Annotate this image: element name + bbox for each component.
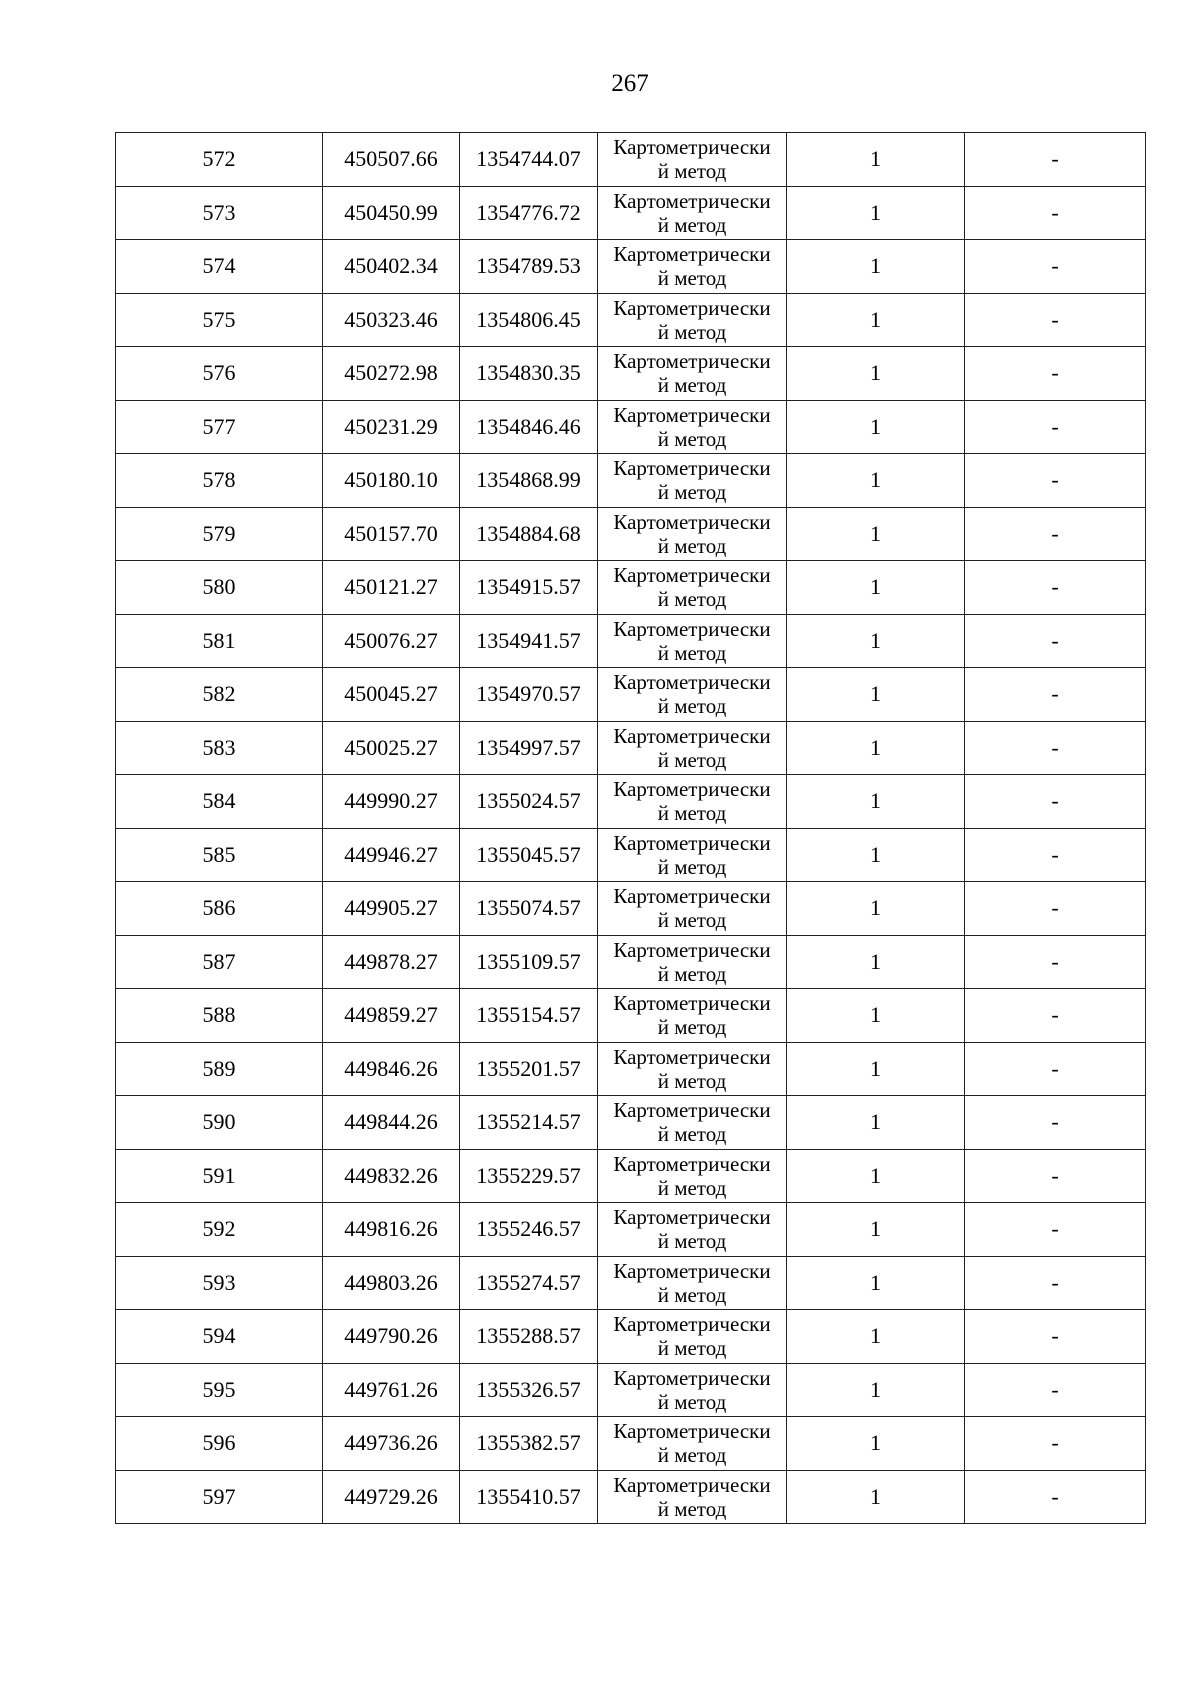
accuracy-cell: 1 (787, 614, 965, 668)
point-number-cell: 590 (116, 1096, 323, 1150)
accuracy-cell: 1 (787, 240, 965, 294)
y-coordinate-cell: 1355214.57 (460, 1096, 598, 1150)
accuracy-cell: 1 (787, 828, 965, 882)
table-row (116, 454, 1146, 508)
accuracy-cell: 1 (787, 989, 965, 1043)
method-line-2: й метод (657, 533, 727, 558)
method-line-1: Картометрически (613, 1312, 771, 1337)
method-line-2: й метод (657, 747, 727, 772)
method-line-1: Картометрически (613, 723, 771, 748)
method-cell (598, 614, 787, 668)
y-coordinate-cell: 1355246.57 (460, 1203, 598, 1257)
method-line-2: й метод (657, 159, 727, 184)
method-line-2: й метод (657, 1443, 727, 1468)
accuracy-cell: 1 (787, 1363, 965, 1417)
note-cell: - (965, 293, 1146, 347)
x-coordinate-cell: 449832.26 (323, 1149, 460, 1203)
x-coordinate-cell: 450025.27 (323, 721, 460, 775)
y-coordinate-cell: 1354915.57 (460, 561, 598, 615)
method-line-2: й метод (657, 587, 727, 612)
x-coordinate-cell: 449905.27 (323, 882, 460, 936)
x-coordinate-cell: 449761.26 (323, 1363, 460, 1417)
table-row (116, 133, 1146, 187)
method-line-1: Картометрически (613, 1419, 771, 1444)
accuracy-cell: 1 (787, 133, 965, 187)
point-number-cell: 572 (116, 133, 323, 187)
point-number-cell: 581 (116, 614, 323, 668)
method-line-1: Картометрически (613, 884, 771, 909)
note-cell: - (965, 828, 1146, 882)
x-coordinate-cell: 450076.27 (323, 614, 460, 668)
note-cell: - (965, 1470, 1146, 1524)
point-number-cell: 592 (116, 1203, 323, 1257)
table-row (116, 1256, 1146, 1310)
y-coordinate-cell: 1354997.57 (460, 721, 598, 775)
method-cell (598, 1470, 787, 1524)
y-coordinate-cell: 1355045.57 (460, 828, 598, 882)
table-row (116, 668, 1146, 722)
note-cell: - (965, 133, 1146, 187)
method-line-2: й метод (657, 1496, 727, 1521)
y-coordinate-cell: 1355109.57 (460, 935, 598, 989)
table-row (116, 935, 1146, 989)
note-cell: - (965, 400, 1146, 454)
table-row (116, 1042, 1146, 1096)
y-coordinate-cell: 1354884.68 (460, 507, 598, 561)
x-coordinate-cell: 450450.99 (323, 186, 460, 240)
x-coordinate-cell: 449946.27 (323, 828, 460, 882)
y-coordinate-cell: 1354744.07 (460, 133, 598, 187)
table-row (116, 775, 1146, 829)
point-number-cell: 583 (116, 721, 323, 775)
y-coordinate-cell: 1355201.57 (460, 1042, 598, 1096)
accuracy-cell: 1 (787, 1042, 965, 1096)
table-row (116, 240, 1146, 294)
method-cell (598, 186, 787, 240)
note-cell: - (965, 1417, 1146, 1471)
method-line-1: Картометрически (613, 456, 771, 481)
method-cell (598, 775, 787, 829)
point-number-cell: 596 (116, 1417, 323, 1471)
method-cell (598, 1310, 787, 1364)
note-cell: - (965, 1310, 1146, 1364)
accuracy-cell: 1 (787, 1096, 965, 1150)
method-line-2: й метод (657, 1389, 727, 1414)
method-line-1: Картометрически (613, 242, 771, 267)
note-cell: - (965, 935, 1146, 989)
method-cell (598, 454, 787, 508)
x-coordinate-cell: 450507.66 (323, 133, 460, 187)
x-coordinate-cell: 449990.27 (323, 775, 460, 829)
note-cell: - (965, 882, 1146, 936)
point-number-cell: 576 (116, 347, 323, 401)
method-cell (598, 561, 787, 615)
method-line-2: й метод (657, 854, 727, 879)
method-cell (598, 507, 787, 561)
point-number-cell: 597 (116, 1470, 323, 1524)
method-cell (598, 1417, 787, 1471)
table-row (116, 614, 1146, 668)
method-line-1: Картометрически (613, 1472, 771, 1497)
table-row (116, 721, 1146, 775)
method-cell (598, 1149, 787, 1203)
method-cell (598, 133, 787, 187)
note-cell: - (965, 1363, 1146, 1417)
x-coordinate-cell: 449803.26 (323, 1256, 460, 1310)
accuracy-cell: 1 (787, 1256, 965, 1310)
method-line-2: й метод (657, 640, 727, 665)
method-line-1: Картометрически (613, 188, 771, 213)
method-line-2: й метод (657, 1229, 727, 1254)
x-coordinate-cell: 449846.26 (323, 1042, 460, 1096)
method-cell (598, 1096, 787, 1150)
point-number-cell: 594 (116, 1310, 323, 1364)
table-row (116, 1363, 1146, 1417)
method-line-1: Картометрически (613, 135, 771, 160)
note-cell: - (965, 721, 1146, 775)
method-line-1: Картометрически (613, 1258, 771, 1283)
x-coordinate-cell: 449816.26 (323, 1203, 460, 1257)
note-cell: - (965, 561, 1146, 615)
y-coordinate-cell: 1355288.57 (460, 1310, 598, 1364)
method-cell (598, 989, 787, 1043)
method-line-2: й метод (657, 1336, 727, 1361)
table-row (116, 561, 1146, 615)
accuracy-cell: 1 (787, 1149, 965, 1203)
note-cell: - (965, 614, 1146, 668)
point-number-cell: 593 (116, 1256, 323, 1310)
note-cell: - (965, 1203, 1146, 1257)
y-coordinate-cell: 1354846.46 (460, 400, 598, 454)
method-cell (598, 293, 787, 347)
y-coordinate-cell: 1355326.57 (460, 1363, 598, 1417)
point-number-cell: 584 (116, 775, 323, 829)
point-number-cell: 585 (116, 828, 323, 882)
method-line-1: Картометрически (613, 1151, 771, 1176)
note-cell: - (965, 668, 1146, 722)
method-line-2: й метод (657, 373, 727, 398)
method-line-2: й метод (657, 480, 727, 505)
method-cell (598, 721, 787, 775)
method-line-1: Картометрически (613, 670, 771, 695)
x-coordinate-cell: 449790.26 (323, 1310, 460, 1364)
y-coordinate-cell: 1355274.57 (460, 1256, 598, 1310)
method-line-2: й метод (657, 801, 727, 826)
method-line-2: й метод (657, 1282, 727, 1307)
x-coordinate-cell: 449729.26 (323, 1470, 460, 1524)
point-number-cell: 591 (116, 1149, 323, 1203)
table-row (116, 1096, 1146, 1150)
y-coordinate-cell: 1354941.57 (460, 614, 598, 668)
y-coordinate-cell: 1354776.72 (460, 186, 598, 240)
method-line-1: Картометрически (613, 1365, 771, 1390)
method-line-1: Картометрически (613, 402, 771, 427)
point-number-cell: 579 (116, 507, 323, 561)
method-line-1: Картометрически (613, 509, 771, 534)
method-cell (598, 828, 787, 882)
table-row (116, 186, 1146, 240)
accuracy-cell: 1 (787, 1417, 965, 1471)
method-line-1: Картометрически (613, 295, 771, 320)
x-coordinate-cell: 449736.26 (323, 1417, 460, 1471)
note-cell: - (965, 989, 1146, 1043)
y-coordinate-cell: 1355410.57 (460, 1470, 598, 1524)
coordinates-table-body (116, 133, 1146, 1524)
x-coordinate-cell: 450180.10 (323, 454, 460, 508)
method-line-2: й метод (657, 212, 727, 237)
accuracy-cell: 1 (787, 721, 965, 775)
accuracy-cell: 1 (787, 454, 965, 508)
y-coordinate-cell: 1354806.45 (460, 293, 598, 347)
method-line-1: Картометрически (613, 1205, 771, 1230)
method-line-1: Картометрически (613, 937, 771, 962)
note-cell: - (965, 454, 1146, 508)
accuracy-cell: 1 (787, 293, 965, 347)
method-cell (598, 882, 787, 936)
method-line-2: й метод (657, 319, 727, 344)
method-line-2: й метод (657, 1015, 727, 1040)
x-coordinate-cell: 449844.26 (323, 1096, 460, 1150)
method-line-2: й метод (657, 266, 727, 291)
method-cell (598, 1203, 787, 1257)
note-cell: - (965, 186, 1146, 240)
method-cell (598, 935, 787, 989)
point-number-cell: 577 (116, 400, 323, 454)
point-number-cell: 575 (116, 293, 323, 347)
y-coordinate-cell: 1355154.57 (460, 989, 598, 1043)
point-number-cell: 595 (116, 1363, 323, 1417)
accuracy-cell: 1 (787, 935, 965, 989)
point-number-cell: 587 (116, 935, 323, 989)
method-cell (598, 400, 787, 454)
x-coordinate-cell: 450045.27 (323, 668, 460, 722)
accuracy-cell: 1 (787, 561, 965, 615)
method-line-2: й метод (657, 426, 727, 451)
method-cell (598, 668, 787, 722)
accuracy-cell: 1 (787, 347, 965, 401)
note-cell: - (965, 1256, 1146, 1310)
accuracy-cell: 1 (787, 1203, 965, 1257)
method-line-1: Картометрически (613, 991, 771, 1016)
y-coordinate-cell: 1354970.57 (460, 668, 598, 722)
note-cell: - (965, 1149, 1146, 1203)
method-line-1: Картометрически (613, 1098, 771, 1123)
accuracy-cell: 1 (787, 400, 965, 454)
y-coordinate-cell: 1354830.35 (460, 347, 598, 401)
method-line-1: Картометрически (613, 777, 771, 802)
note-cell: - (965, 1096, 1146, 1150)
y-coordinate-cell: 1355229.57 (460, 1149, 598, 1203)
table-row (116, 1417, 1146, 1471)
point-number-cell: 578 (116, 454, 323, 508)
y-coordinate-cell: 1355382.57 (460, 1417, 598, 1471)
point-number-cell: 589 (116, 1042, 323, 1096)
method-line-1: Картометрически (613, 1044, 771, 1069)
method-line-2: й метод (657, 961, 727, 986)
method-line-2: й метод (657, 694, 727, 719)
y-coordinate-cell: 1355074.57 (460, 882, 598, 936)
method-cell (598, 1256, 787, 1310)
x-coordinate-cell: 450231.29 (323, 400, 460, 454)
method-cell (598, 1042, 787, 1096)
table-row (116, 828, 1146, 882)
table-row (116, 347, 1146, 401)
method-line-1: Картометрически (613, 616, 771, 641)
note-cell: - (965, 507, 1146, 561)
method-line-1: Картометрически (613, 563, 771, 588)
method-line-1: Картометрически (613, 349, 771, 374)
note-cell: - (965, 1042, 1146, 1096)
note-cell: - (965, 347, 1146, 401)
table-row (116, 1203, 1146, 1257)
table-row (116, 1310, 1146, 1364)
table-row (116, 989, 1146, 1043)
method-cell (598, 347, 787, 401)
y-coordinate-cell: 1355024.57 (460, 775, 598, 829)
table-row (116, 507, 1146, 561)
accuracy-cell: 1 (787, 186, 965, 240)
point-number-cell: 582 (116, 668, 323, 722)
table-row (116, 882, 1146, 936)
accuracy-cell: 1 (787, 775, 965, 829)
point-number-cell: 573 (116, 186, 323, 240)
table-row (116, 1149, 1146, 1203)
point-number-cell: 574 (116, 240, 323, 294)
x-coordinate-cell: 450272.98 (323, 347, 460, 401)
y-coordinate-cell: 1354868.99 (460, 454, 598, 508)
method-line-1: Картометрически (613, 830, 771, 855)
x-coordinate-cell: 450121.27 (323, 561, 460, 615)
point-number-cell: 586 (116, 882, 323, 936)
point-number-cell: 580 (116, 561, 323, 615)
x-coordinate-cell: 450157.70 (323, 507, 460, 561)
accuracy-cell: 1 (787, 1310, 965, 1364)
table-row (116, 1470, 1146, 1524)
method-line-2: й метод (657, 1175, 727, 1200)
x-coordinate-cell: 450402.34 (323, 240, 460, 294)
table-row (116, 400, 1146, 454)
method-cell (598, 1363, 787, 1417)
point-number-cell: 588 (116, 989, 323, 1043)
x-coordinate-cell: 449859.27 (323, 989, 460, 1043)
table-row (116, 293, 1146, 347)
method-line-2: й метод (657, 1068, 727, 1093)
x-coordinate-cell: 449878.27 (323, 935, 460, 989)
coordinates-table (115, 132, 1146, 1524)
note-cell: - (965, 240, 1146, 294)
accuracy-cell: 1 (787, 882, 965, 936)
y-coordinate-cell: 1354789.53 (460, 240, 598, 294)
method-line-2: й метод (657, 1122, 727, 1147)
accuracy-cell: 1 (787, 507, 965, 561)
method-cell (598, 240, 787, 294)
page-number: 267 (611, 70, 649, 97)
accuracy-cell: 1 (787, 1470, 965, 1524)
x-coordinate-cell: 450323.46 (323, 293, 460, 347)
accuracy-cell: 1 (787, 668, 965, 722)
method-line-2: й метод (657, 908, 727, 933)
note-cell: - (965, 775, 1146, 829)
